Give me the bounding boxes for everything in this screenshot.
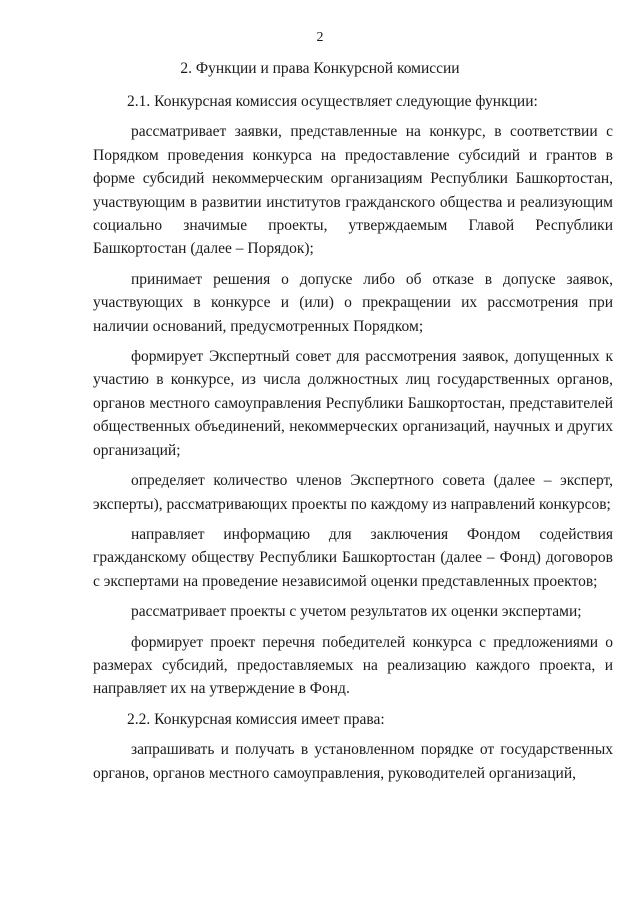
- paragraph-send-information: направляет информацию для заключения Фондом содействия гражданскому обществу Республики Башкортостан (далее – Фонд) договоров с экспертами на проведение независимой оценки представленных проектов;: [93, 525, 613, 590]
- paragraph-2-1-heading: 2.1. Конкурсная комиссия осуществляет следующие функции:: [127, 93, 538, 110]
- paragraph-expert-council: формирует Экспертный совет для рассмотрения заявок, допущенных к участию в конкурсе, из числа должностных лиц государственных органов, органов местного самоуправления Республики Башкортостан, представителей общественных объединений, некоммерческих организаций, научных и других организаций;: [93, 348, 613, 459]
- paragraph-2-2-heading: 2.2. Конкурсная комиссия имеет права:: [127, 710, 385, 728]
- section-heading: 2. Функции и права Конкурсной комиссии: [180, 60, 460, 77]
- paragraph-admission-decisions: принимает решения о допуске либо об отказе в допуске заявок, участвующих в конкурсе и (или) о прекращении их рассмотрения при наличии оснований, предусмотренных Порядком;: [93, 270, 613, 335]
- paragraph-request-information: запрашивать и получать в установленном порядке от государственных органов, органов местного самоуправления, руководителей организаций,: [93, 741, 613, 782]
- page-number: 2: [316, 30, 324, 45]
- paragraph-review-projects: рассматривает проекты с учетом результатов их оценки экспертами;: [131, 603, 582, 621]
- paragraph-review-applications: рассматривает заявки, представленные на конкурс, в соответствии с Порядком проведения конкурса на предоставление субсидий и грантов в форме субсидий некоммерческим организациям Республики Башкортостан, участвующим в развитии институтов гражданского общества и реализующим социально значимые проекты, утверждаемым Главой Республики Башкортостан (далее – Порядок);: [93, 123, 613, 258]
- paragraph-winners-list: формирует проект перечня победителей конкурса с предложениями о размерах субсидий, предоставляемых на реализацию каждого проекта, и направляет их на утверждение в Фонд.: [93, 633, 613, 698]
- paragraph-expert-count: определяет количество членов Экспертного совета (далее – эксперт, эксперты), рассматривающих проекты по каждому из направлений конкурсов;: [93, 472, 613, 513]
- document-body: [93, 90, 613, 785]
